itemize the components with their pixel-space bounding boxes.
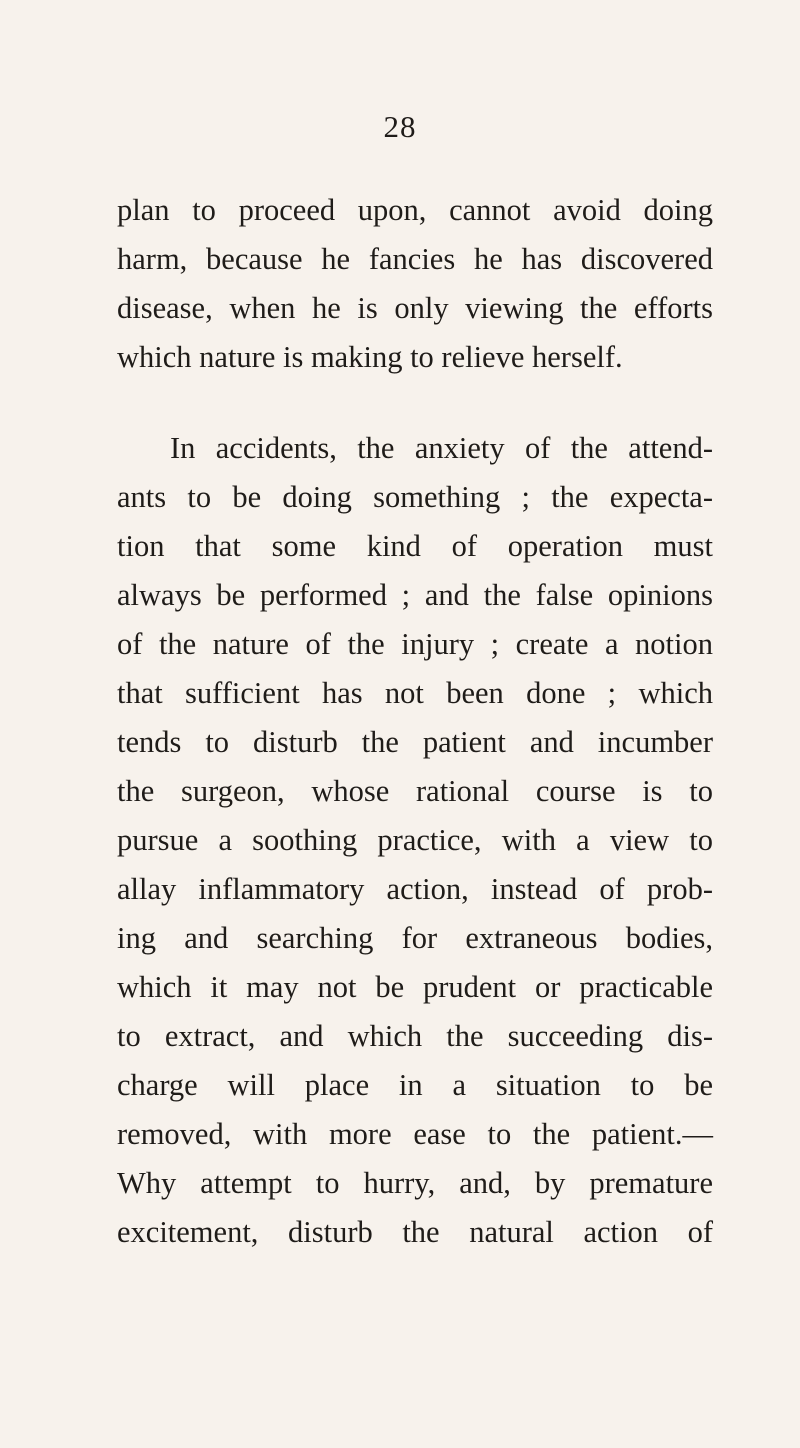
text-line: excitement, disturb the natural action of: [117, 1215, 713, 1249]
text-line: harm, because he fancies he has discovered: [117, 242, 713, 276]
text-line: of the nature of the injury ; create a notion: [117, 627, 713, 661]
text-line: pursue a soothing practice, with a view to: [117, 823, 713, 857]
text-line: In accidents, the anxiety of the attend-: [170, 431, 713, 465]
text-line: tion that some kind of operation must: [117, 529, 713, 563]
text-line: tends to disturb the patient and incumber: [117, 725, 713, 759]
text-line: allay inflammatory action, instead of prob-: [117, 872, 713, 906]
text-line: plan to proceed upon, cannot avoid doing: [117, 193, 713, 227]
text-line: ants to be doing something ; the expecta-: [117, 480, 713, 514]
text-line: ing and searching for extraneous bodies,: [117, 921, 713, 955]
paragraph-1: [117, 186, 713, 382]
text-line: charge will place in a situation to be: [117, 1068, 713, 1102]
text-line: that sufficient has not been done ; which: [117, 676, 713, 710]
paragraph-2: [117, 424, 713, 1257]
text-line: Why attempt to hurry, and, by premature: [117, 1166, 713, 1200]
text-line: removed, with more ease to the patient.—: [117, 1117, 713, 1151]
text-line: which nature is making to relieve herself.: [117, 340, 623, 374]
text-line: the surgeon, whose rational course is to: [117, 774, 713, 808]
text-line: which it may not be prudent or practicable: [117, 970, 713, 1004]
page-number: 28: [383, 109, 417, 144]
text-line: disease, when he is only viewing the efforts: [117, 291, 713, 325]
text-line: always be performed ; and the false opinions: [117, 578, 713, 612]
text-line: to extract, and which the succeeding dis-: [117, 1019, 713, 1053]
